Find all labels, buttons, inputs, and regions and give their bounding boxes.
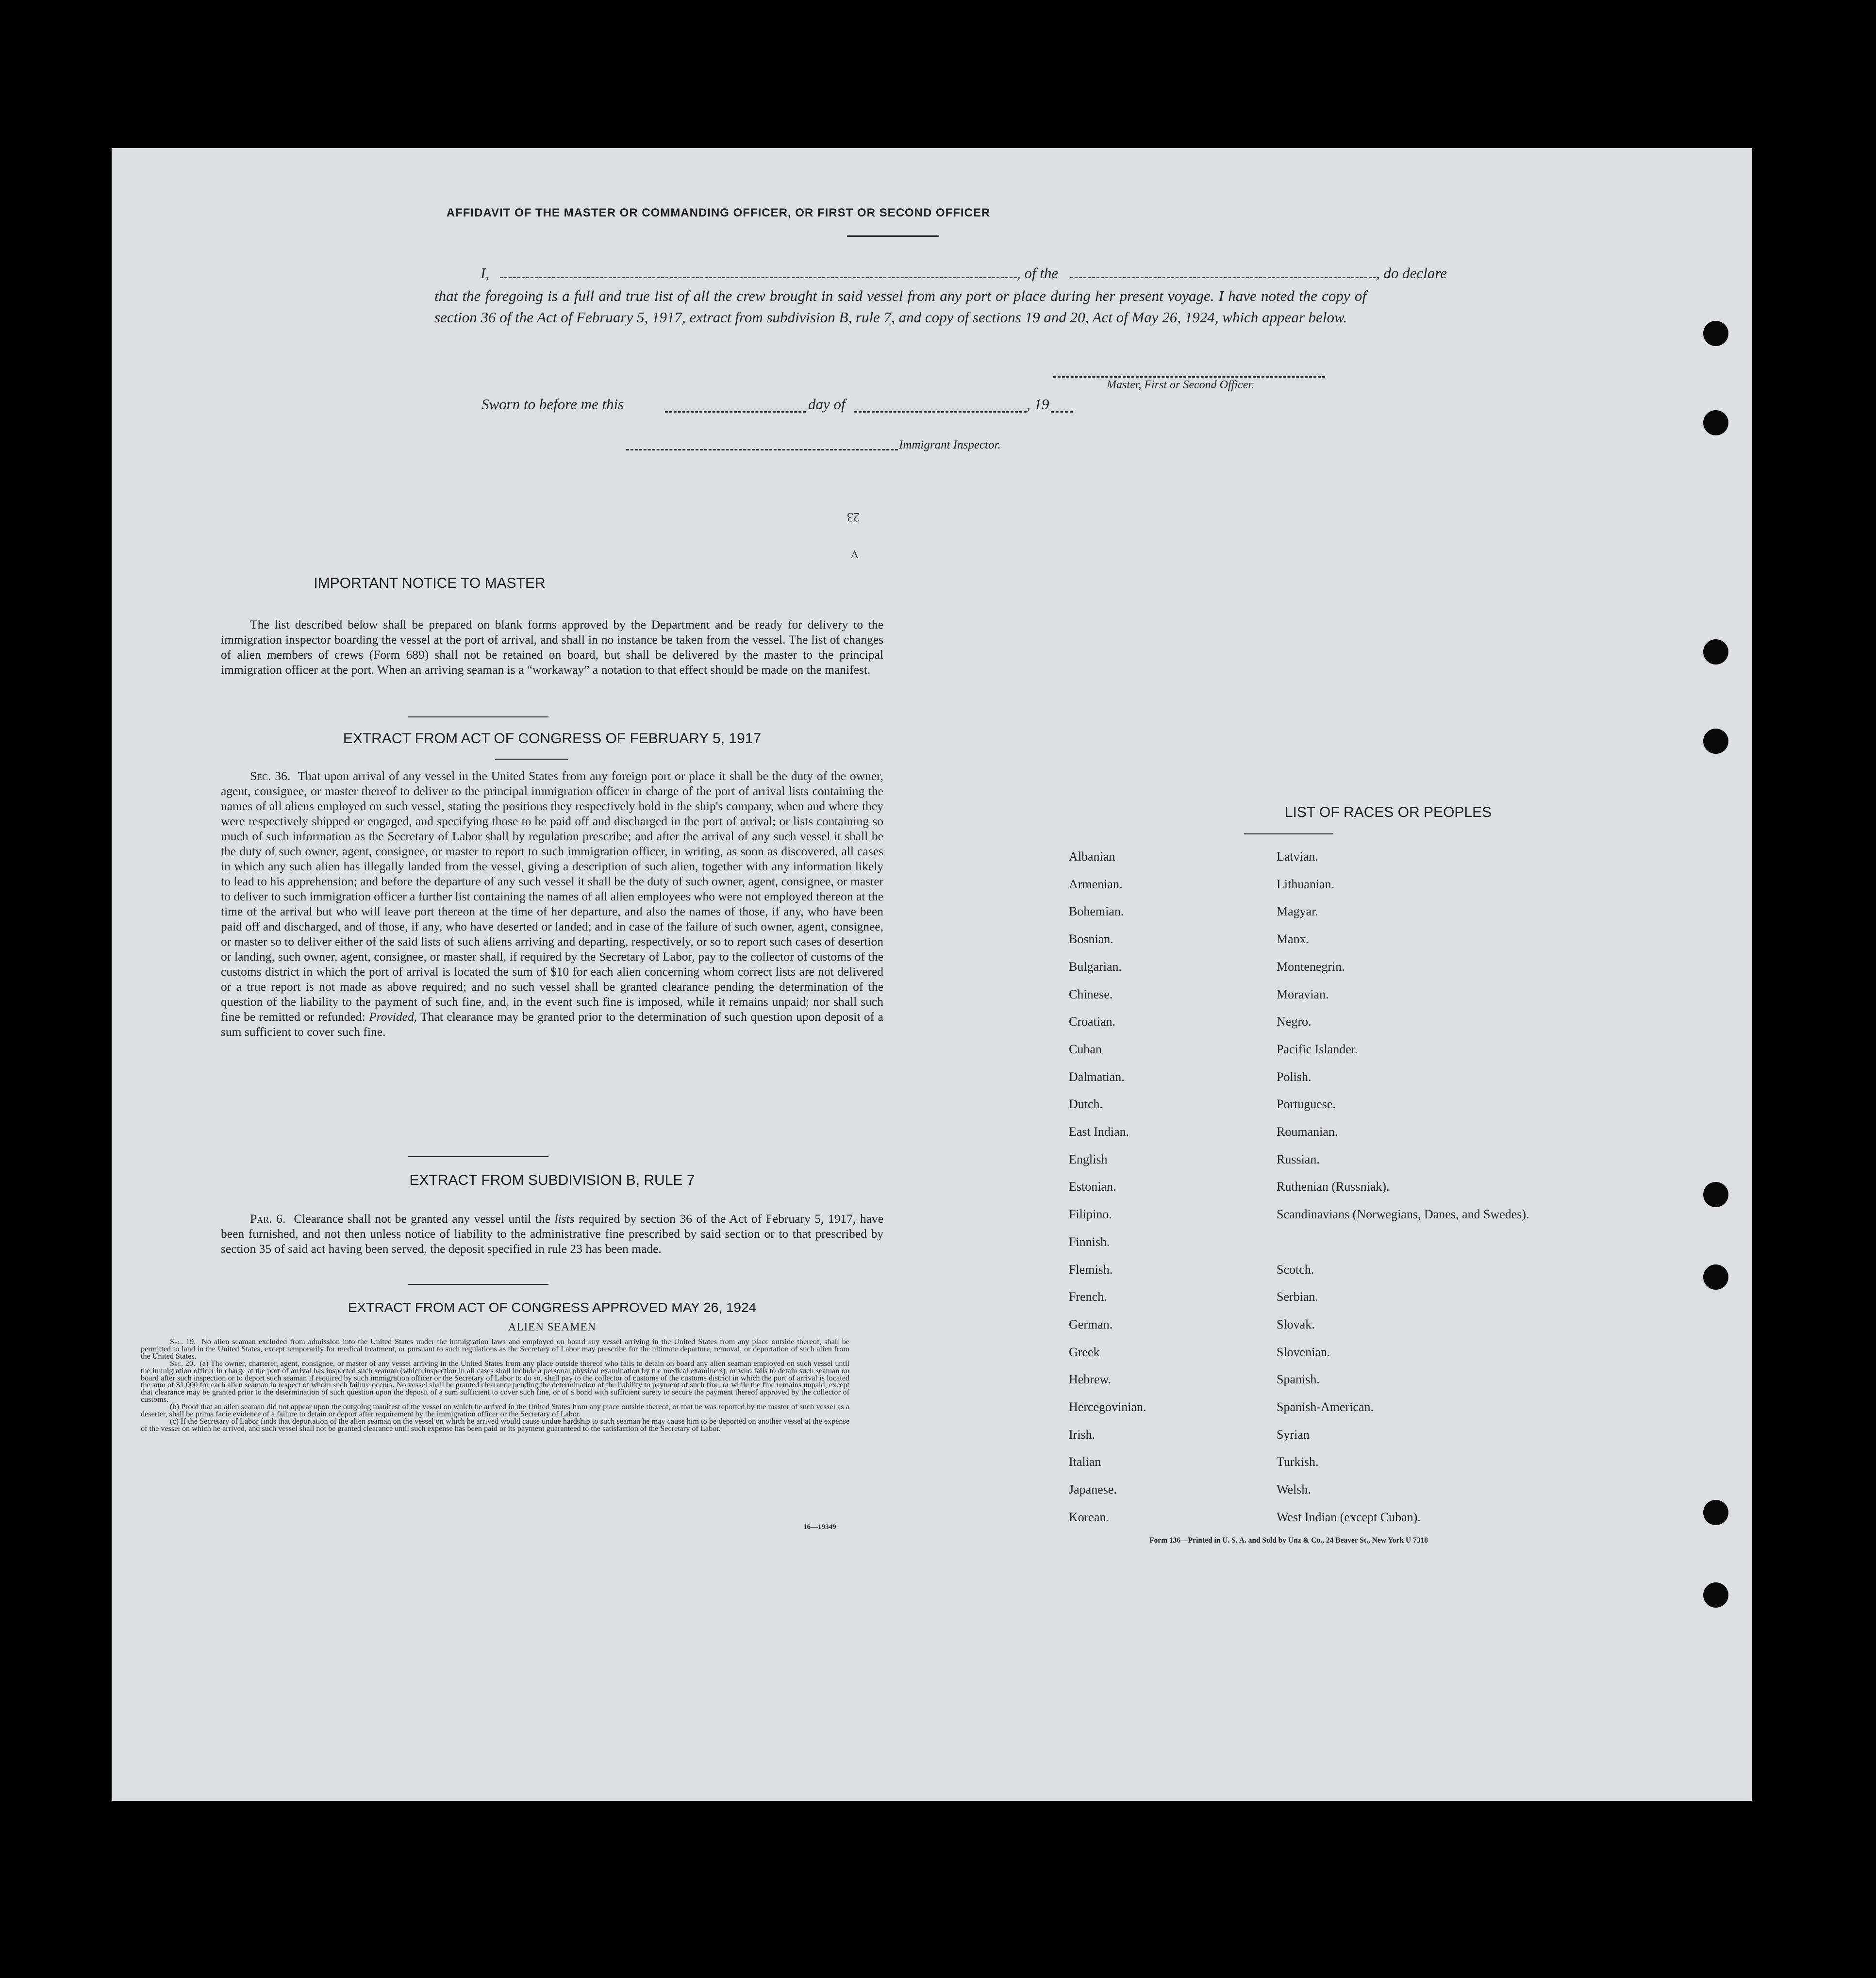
extract-1917-underline	[495, 759, 568, 760]
race-item: Latvian.	[1277, 849, 1318, 864]
race-item: German.	[1069, 1317, 1113, 1331]
race-item: Spanish.	[1277, 1372, 1320, 1387]
sec-36-text: That upon arrival of any vessel in the United States from any foreign port or place it shall be the duty of the owner, agent, consignee, or master thereof to deliver to the principal immigration officer in charge of the port of arrival lists containing the names of all aliens employed on such vessel, stating the positions they respectively hold in the ship's company, when and where they were respectively shipped or engaged, and specifying those to be paid off and discharged in the port of arrival; or lists containing so much of such information as the Secretary of Labor shall by regulation prescribe; and after the arrival of any such vessel it shall be the duty of such owner, agent, consignee, or master to report to such immigration officer, in writing, as soon as discovered, all cases in which any such alien has illegally landed from the vessel, giving a description of such alien, together with any information likely to lead to his apprehension; and before the departure of any such vessel it shall be the duty of such owner, agent, consignee, or master to deliver to such immigration officer a further list containing the names of all alien employees who were not employed thereon at the time of the arrival but who will leave port thereon at the time of her departure, and also the names of those, if any, who have been paid off and discharged, and of those, if any, who have deserted or landed; and in case of the failure of such owner, agent, consignee, or master so to deliver either of the said lists of such aliens arriving and departing, respectively, or so to report such cases of desertion or landing, such owner, agent, consignee, or master shall, if required by the Secretary of Labor, pay to the collector of customs of the customs district in which the port of arrival is located the sum of $10 for each alien concerning whom correct lists are not delivered or a true report is not made as above required; and no such vessel shall be granted clearance pending the determination of the question of the liability to the payment of such fine, and, in the event such fine is imposed, while it remains unpaid; nor shall such fine be remitted or refunded:	[221, 769, 883, 1024]
race-item: Scotch.	[1277, 1262, 1314, 1277]
stamp-letter: V	[850, 548, 859, 560]
races-underline	[1244, 833, 1333, 834]
race-item: Finnish.	[1069, 1234, 1110, 1249]
do-declare-label: , do declare	[1376, 265, 1447, 282]
affidavit-title: AFFIDAVIT OF THE MASTER OR COMMANDING OFFICER, OR FIRST OR SECOND OFFICER	[446, 206, 991, 219]
sec-19-text: No alien seaman excluded from admission into the United States under the immigration laws and employed on board any vessel arriving in the United States from any place outside thereof, shall be permitted to land in the United States, except temporarily for medical treatment, or pursuant to such regulations as the Secretary of Labor may prescribe for the ultimate departure, removal, or deportation of such alien from the United States.	[141, 1337, 849, 1361]
race-item: Polish.	[1277, 1069, 1312, 1084]
document-page	[112, 148, 1752, 1801]
race-item: French.	[1069, 1290, 1107, 1304]
sec-36-label: Sec. 36.	[250, 769, 291, 783]
notice-body: The list described below shall be prepared on blank forms approved by the Department and be ready for delivery to the immigration inspector boarding the vessel at the port of arrival, and shall in no instance be taken from the vessel. The list of changes of alien members of crews (Form 689) shall not be retained on board, but shall be delivered by the master to the principal immigration officer at the port. When an arriving seaman is a “workaway” a notation to that effect should be made on the manifest.	[221, 617, 883, 677]
i-label: I,	[481, 265, 490, 282]
race-item: Albanian	[1069, 849, 1115, 864]
notice-title: IMPORTANT NOTICE TO MASTER	[314, 575, 546, 591]
race-item: Dalmatian.	[1069, 1069, 1125, 1084]
race-item: Montenegrin.	[1277, 959, 1345, 974]
sec-36-text-end: That clearance may be granted prior to the determination of such question upon deposit of a sum sufficient to cover such fine.	[221, 1010, 883, 1039]
extract-1924-body	[141, 1338, 849, 1432]
vessel-blank	[1070, 277, 1376, 278]
race-item: Roumanian.	[1277, 1125, 1338, 1139]
month-blank	[854, 411, 1027, 413]
par-6-label: Par. 6.	[250, 1212, 286, 1226]
rule7-text-a: Clearance shall not be granted any vessel until the	[294, 1212, 550, 1226]
binder-hole	[1703, 1182, 1728, 1207]
sec-20b-text: (b) Proof that an alien seaman did not appear upon the outgoing manifest of the vessel on which he arrived in the United States from any place outside thereof, or that he was reported by the master of such vessel as a deserter, shall be prima facie evidence of a failure to detain or deport after requirement by the immigration officer or the Secretary of Labor.	[141, 1402, 849, 1419]
race-item: Spanish-American.	[1277, 1400, 1374, 1414]
binder-hole	[1703, 321, 1728, 346]
race-item: Ruthenian (Russniak).	[1277, 1180, 1390, 1194]
race-item: Greek	[1069, 1345, 1100, 1359]
race-item: Syrian	[1277, 1427, 1310, 1442]
race-item: Bohemian.	[1069, 904, 1124, 919]
race-item: Hebrew.	[1069, 1372, 1112, 1387]
races-title: LIST OF RACES OR PEOPLES	[1284, 804, 1492, 820]
race-item: Bulgarian.	[1069, 959, 1122, 974]
master-signature-label: Master, First or Second Officer.	[1107, 379, 1254, 391]
title-underline	[847, 235, 939, 237]
race-item: Serbian.	[1277, 1290, 1318, 1304]
year-label: , 19	[1027, 396, 1049, 413]
race-item: Hercegovinian.	[1069, 1400, 1146, 1414]
race-item: Flemish.	[1069, 1262, 1113, 1277]
race-item: Filipino.	[1069, 1207, 1112, 1222]
extract-1917-body	[221, 768, 883, 1039]
race-item: Italian	[1069, 1455, 1101, 1469]
of-the-label: , of the	[1017, 265, 1059, 282]
day-blank	[665, 411, 806, 413]
binder-hole	[1703, 1264, 1728, 1290]
race-item: Estonian.	[1069, 1180, 1116, 1194]
race-item: Irish.	[1069, 1427, 1096, 1442]
race-item: Scandinavians (Norwegians, Danes, and Swedes).	[1277, 1207, 1529, 1222]
sworn-label: Sworn to before me this	[481, 396, 624, 413]
lists-word: lists	[554, 1212, 575, 1226]
race-item: Magyar.	[1277, 904, 1318, 919]
race-item: Russian.	[1277, 1152, 1320, 1166]
sec-20a-text: (a) The owner, charterer, agent, consignee, or master of any vessel arriving in the United States from any place outside thereof who fails to detain on board any alien seaman employed on such vessel until the immigration officer in charge at the port of arrival has inspected such seaman (which inspection in all cases shall include a personal physical examination by the medical examiners), or who fails to detain such seaman on board after such inspection or to deport such seaman if required by such immigration officer or the Secretary of Labor to do so, shall pay to the collector of customs of the customs district in which the port of arrival is located the sum of $1,000 for each alien seaman in respect of whom such failure occurs. No vessel shall be granted clearance pending the determination of the liability to payment of such fine, or while the fine remains unpaid, except that clearance may be granted prior to the determination of such question upon the deposit of a sum sufficient to cover such fine, or of a bond with sufficient surety to secure the payment thereof approved by the collector of customs.	[141, 1359, 849, 1404]
day-of-label: day of	[808, 396, 846, 413]
race-item: Croatian.	[1069, 1014, 1116, 1029]
year-blank	[1051, 411, 1073, 413]
race-item: Turkish.	[1277, 1455, 1319, 1469]
race-item: East Indian.	[1069, 1125, 1129, 1139]
extract-1917-title: EXTRACT FROM ACT OF CONGRESS OF FEBRUARY 5, 1917	[343, 731, 762, 747]
declaration-text: that the foregoing is a full and true list of all the crew brought in said vessel from any port or place during her present voyage. I have noted the copy of section 36 of the Act of February 5, 1917, extract from subdivision B, rule 7, and copy of sections 19 and 20, Act of May 26, 1924, which appear below.	[434, 287, 1366, 326]
extract-1924-title: EXTRACT FROM ACT OF CONGRESS APPROVED MAY 26, 1924	[348, 1300, 757, 1315]
race-item: English	[1069, 1152, 1108, 1166]
race-item: Pacific Islander.	[1277, 1042, 1358, 1056]
race-item: Slovak.	[1277, 1317, 1315, 1331]
printer-footer: Form 136—Printed in U. S. A. and Sold by Unz & Co., 24 Beaver St., New York U 7318	[1149, 1536, 1428, 1545]
inspector-label: Immigrant Inspector.	[899, 438, 1001, 451]
inspector-signature-line	[626, 449, 898, 450]
race-item: Slovenian.	[1277, 1345, 1330, 1359]
binder-hole	[1703, 639, 1728, 665]
extract-1917-divider	[408, 1156, 548, 1157]
race-item: Dutch.	[1069, 1097, 1103, 1112]
binder-hole	[1703, 729, 1728, 754]
stamp-number: 23	[847, 510, 860, 524]
extract-1924-subtitle: ALIEN SEAMEN	[508, 1321, 597, 1333]
name-blank	[500, 277, 1017, 278]
race-item: Manx.	[1277, 932, 1310, 947]
binder-hole	[1703, 410, 1728, 435]
provided-label: Provided,	[369, 1010, 417, 1024]
race-item: Welsh.	[1277, 1482, 1311, 1497]
race-item: Lithuanian.	[1277, 877, 1335, 891]
rule7-divider	[408, 1284, 548, 1285]
binder-hole	[1703, 1500, 1728, 1525]
race-item: Korean.	[1069, 1510, 1110, 1524]
binder-hole	[1703, 1582, 1728, 1608]
race-item: Armenian.	[1069, 877, 1123, 891]
rule7-text-b: required by section 36 of the Act of February 5, 1917, have been furnished, and not then unless notice of liability to the administrative fine prescribed by said section or to that prescribed by section 35 of said act having been served, the deposit specified in rule 23 has been made.	[221, 1212, 884, 1256]
master-signature-line	[1053, 376, 1325, 378]
race-item: Chinese.	[1069, 987, 1113, 1001]
race-item: Moravian.	[1277, 987, 1329, 1001]
sec-20c-text: (c) If the Secretary of Labor finds that deportation of the alien seaman on the vessel on which he arrived would cause undue hardship to such seaman he may cause him to be deported on another vessel at the expense of the vessel on which he arrived, and such vessel shall not be granted clearance until such expense has been paid or its payment guaranteed to the satisfaction of the Secretary of Labor.	[141, 1416, 849, 1433]
rule7-title: EXTRACT FROM SUBDIVISION B, RULE 7	[409, 1172, 695, 1188]
form-code: 16—19349	[803, 1523, 836, 1531]
notice-divider	[408, 716, 548, 717]
sec-19-label: Sec. 19.	[170, 1337, 196, 1346]
race-item: Portuguese.	[1277, 1097, 1336, 1112]
race-item: West Indian (except Cuban).	[1277, 1510, 1421, 1524]
race-item: Japanese.	[1069, 1482, 1117, 1497]
race-item: Bosnian.	[1069, 932, 1113, 947]
race-item: Negro.	[1277, 1014, 1312, 1029]
rule7-body	[221, 1211, 883, 1256]
race-item: Cuban	[1069, 1042, 1102, 1056]
sec-20-label: Sec. 20.	[170, 1359, 196, 1368]
